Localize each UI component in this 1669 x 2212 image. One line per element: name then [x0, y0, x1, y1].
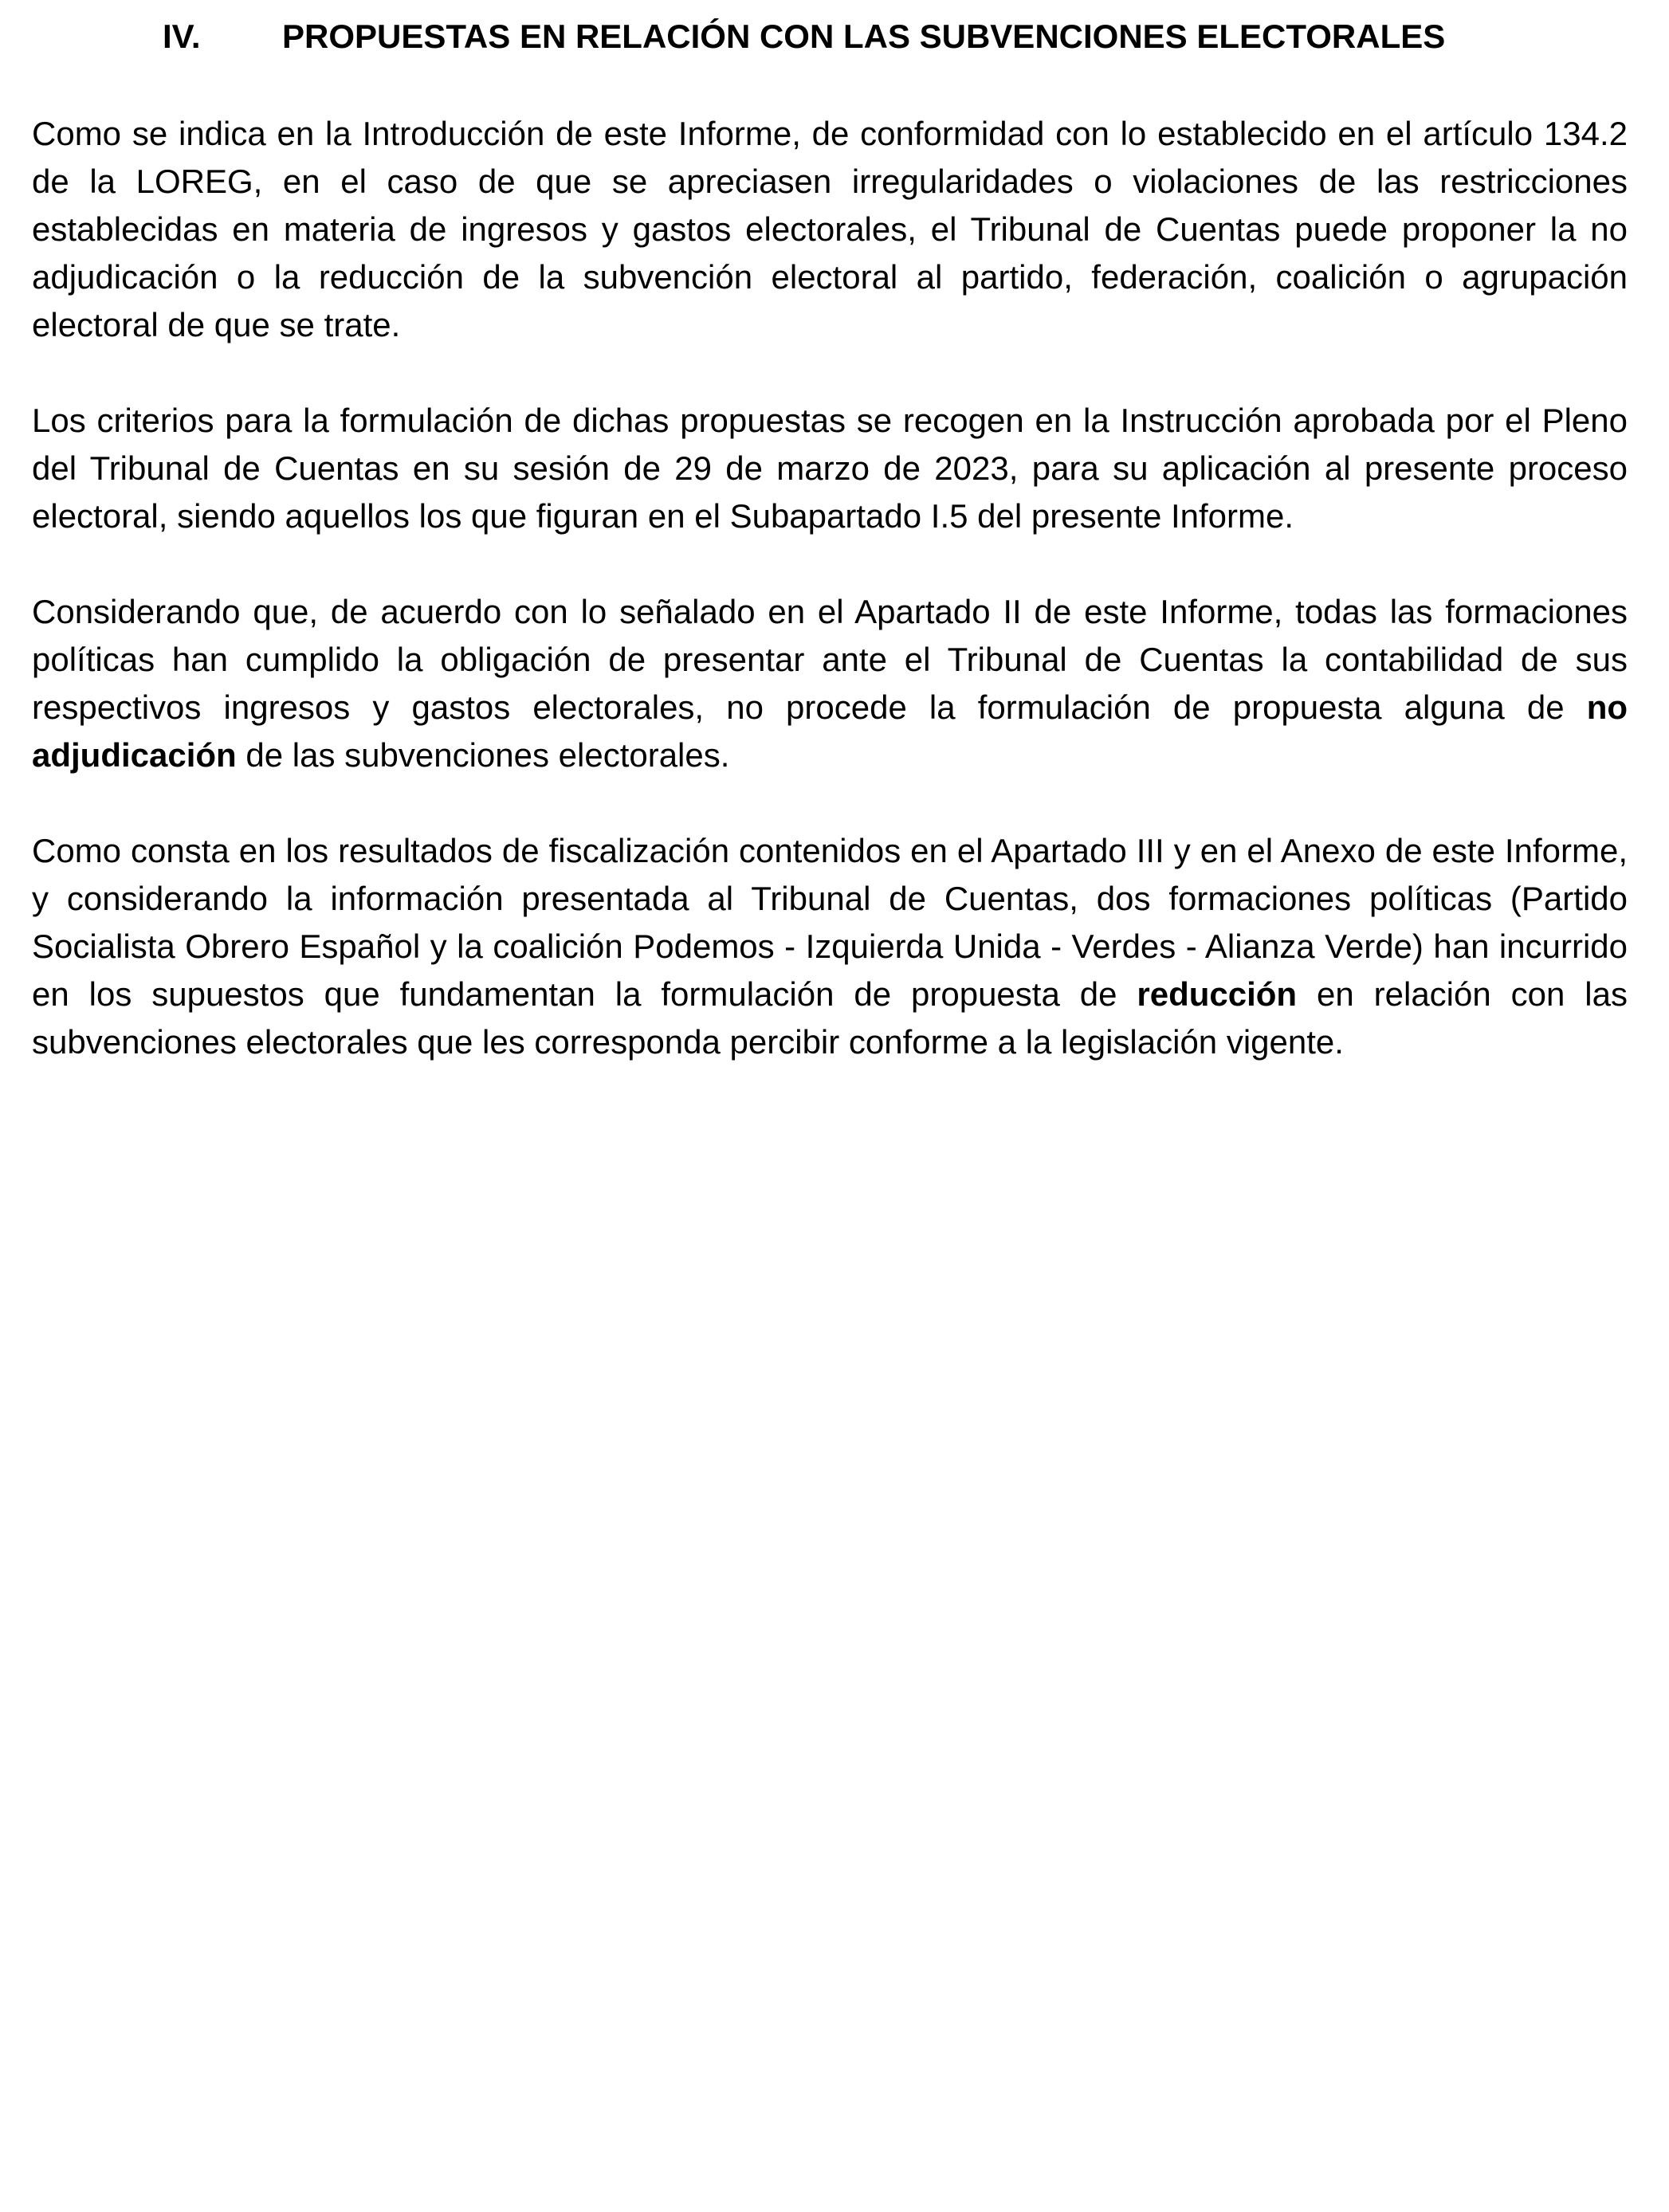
emphasis-no-adjudicacion: no adjudicación	[32, 688, 1628, 774]
section-title: PROPUESTAS EN RELACIÓN CON LAS SUBVENCIONES ELECTORALES	[282, 18, 1446, 55]
emphasis-reduccion: reducción	[1137, 975, 1298, 1013]
paragraph-text: de las subvenciones electorales.	[236, 736, 730, 774]
paragraph-introduction: Como se indica en la Introducción de este Informe, de conformidad con lo establecido en el artículo 134.2 de la LOREG, en el caso de que se apreciasen irregularidades o violaciones de las restricciones establecidas en materia de ingresos y gastos electorales, el Tribunal de Cuentas puede proponer la no adjudicación o la reducción de la subvención electoral al partido, federación, coalición o agrupación electoral de que se trate.	[32, 115, 1628, 343]
document-page	[32, 14, 1628, 1066]
paragraph-criteria: Los criterios para la formulación de dichas propuestas se recogen en la Instrucción aprobada por el Pleno del Tribunal de Cuentas en su sesión de 29 de marzo de 2023, para su aplicación al presente proceso electoral, siendo aquellos los que figuran en el Subapartado I.5 del presente Informe.	[32, 402, 1628, 535]
paragraph-reduction	[32, 827, 1628, 1066]
paragraph-text: Como consta en los resultados de fiscalización contenidos en el Apartado III y en el Anexo de este Informe, y considerando la información presentada al Tribunal de Cuentas, dos formaciones políticas (Partido Socialista Obrero Español y la coalición Podemos - Izquierda Unida - Verdes - Alianza Verde) han incurrido en los supuestos que fundamentan la formulación de propuesta de	[32, 832, 1628, 1013]
paragraph-text: Considerando que, de acuerdo con lo señalado en el Apartado II de este Informe, todas las formaciones políticas han cumplido la obligación de presentar ante el Tribunal de Cuentas la contabilidad de sus respectivos ingresos y gastos electorales, no procede la formulación de propuesta alguna de	[32, 593, 1628, 726]
section-heading	[32, 14, 1628, 59]
paragraph-text: en relación con las subvenciones electorales que les corresponda percibir conforme a la legislación vigente.	[32, 975, 1628, 1061]
paragraph-no-adjudication	[32, 588, 1628, 779]
section-number: IV.	[163, 18, 201, 55]
